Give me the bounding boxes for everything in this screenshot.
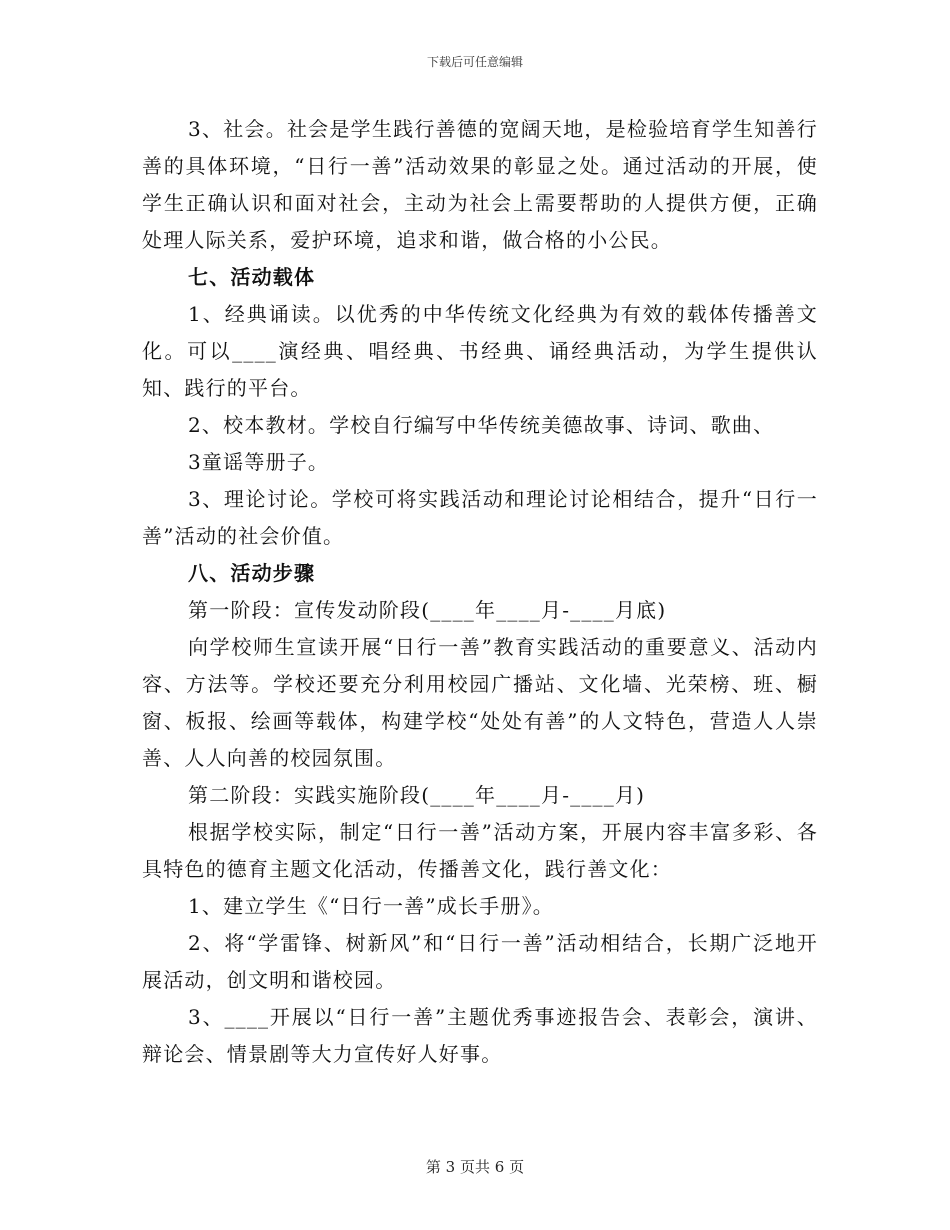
paragraph-lei-feng: 2、将“学雷锋、树新风”和“日行一善”活动相结合，长期广泛地开展活动，创文明和谐校园。 — [142, 931, 818, 992]
paragraph-reports: 3、____开展以“日行一善”主题优秀事迹报告会、表彰会，演讲、辩论会、情景剧等大力宣传好人好事。 — [142, 1005, 818, 1066]
heading-activity-steps: 八、活动步骤 — [188, 561, 316, 585]
paragraph-phase-two-body: 根据学校实际，制定“日行一善”活动方案，开展内容丰富多彩、各具特色的德育主题文化活动，传播善文化，践行善文化： — [142, 820, 818, 881]
heading-activity-carrier: 七、活动载体 — [188, 265, 316, 289]
document-body — [142, 111, 818, 1073]
paragraph-phase-one-title: 第一阶段：宣传发动阶段(____年____月-____月底) — [188, 598, 667, 622]
paragraph-growth-handbook: 1、建立学生《“日行一善”成长手册》。 — [188, 894, 554, 918]
paragraph-theory-discussion: 3、理论讨论。学校可将实践活动和理论讨论相结合，提升“日行一善”活动的社会价值。 — [142, 487, 818, 548]
page-footer: 第 3 页共 6 页 — [425, 1158, 525, 1176]
page-header: 下载后可任意编辑 — [426, 55, 523, 69]
paragraph-phase-two-title: 第二阶段：实践实施阶段(____年____月-____月) — [188, 783, 646, 807]
paragraph-nursery-rhymes: 3童谣等册子。 — [188, 450, 330, 474]
paragraph-phase-one-body: 向学校师生宣读开展“日行一善”教育实践活动的重要意义、活动内容、方法等。学校还要充分利用校园广播站、文化墙、光荣榜、班、橱窗、板报、绘画等载体，构建学校“处处有善”的人文特色，营造人人崇善、人人向善的校园氛围。 — [142, 635, 818, 770]
paragraph-society: 3、社会。社会是学生践行善德的宽阔天地，是检验培育学生知善行善的具体环境，“日行一善”活动效果的彰显之处。通过活动的开展，使学生正确认识和面对社会，主动为社会上需要帮助的人提供方便，正确处理人际关系，爱护环境，追求和谐，做合格的小公民。 — [142, 117, 818, 252]
paragraph-school-textbook: 2、校本教材。学校自行编写中华传统美德故事、诗词、歌曲、 — [188, 413, 775, 437]
paragraph-classic-reading: 1、经典诵读。以优秀的中华传统文化经典为有效的载体传播善文化。可以____演经典、唱经典、书经典、诵经典活动，为学生提供认知、践行的平台。 — [142, 302, 818, 400]
